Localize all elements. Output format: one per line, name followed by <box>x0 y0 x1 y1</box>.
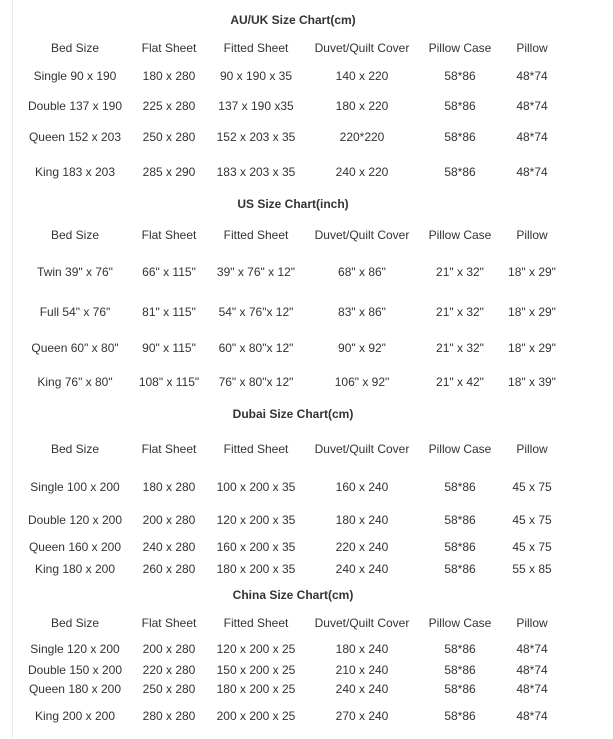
cell-pillow-case: 58*86 <box>444 165 476 179</box>
cell-bed-size: Queen 60" x 80" <box>31 341 119 355</box>
cell-pillow-case: 58*86 <box>444 513 476 527</box>
cell-duvet-cover: 83" x 86" <box>338 305 386 319</box>
cell-pillow-case: 58*86 <box>444 562 476 576</box>
section-title: AU/UK Size Chart(cm) <box>230 13 356 27</box>
cell-pillow-case: 21" x 32" <box>436 341 484 355</box>
cell-fitted-sheet: 160 x 200 x 35 <box>216 540 296 554</box>
section-title: Dubai Size Chart(cm) <box>232 407 354 421</box>
cell-pillow: 45 x 75 <box>512 513 552 527</box>
cell-pillow-case: 58*86 <box>444 642 476 656</box>
cell-fitted-sheet: 54" x 76"x 12" <box>218 305 294 319</box>
cell-flat-sheet: 108" x 115" <box>138 375 200 389</box>
cell-duvet-cover: 240 x 220 <box>335 165 389 179</box>
cell-bed-size: King 76" x 80" <box>37 375 113 389</box>
cell-pillow: 48*74 <box>516 709 548 723</box>
cell-fitted-sheet: 120 x 200 x 25 <box>216 642 296 656</box>
cell-duvet-cover: 180 x 240 <box>335 513 389 527</box>
section-title: China Size Chart(cm) <box>232 588 354 602</box>
cell-flat-sheet: 66" x 115" <box>142 265 196 279</box>
cell-pillow: 48*74 <box>516 663 548 677</box>
cell-flat-sheet: 81" x 115" <box>142 305 196 319</box>
cell-duvet-cover: 220 x 240 <box>335 540 389 554</box>
header-duvet-cover: Duvet/Quilt Cover <box>314 616 410 630</box>
cell-fitted-sheet: 200 x 200 x 25 <box>216 709 296 723</box>
header-fitted-sheet: Fitted Sheet <box>223 442 289 456</box>
cell-fitted-sheet: 183 x 203 x 35 <box>216 165 296 179</box>
cell-pillow: 48*74 <box>516 130 548 144</box>
header-bed-size: Bed Size <box>50 228 100 242</box>
cell-pillow-case: 21" x 42" <box>436 375 484 389</box>
cell-pillow-case: 58*86 <box>444 709 476 723</box>
cell-bed-size: Queen 160 x 200 <box>28 540 122 554</box>
cell-fitted-sheet: 180 x 200 x 25 <box>216 682 296 696</box>
cell-fitted-sheet: 137 x 190 x35 <box>218 99 294 113</box>
header-pillow-case: Pillow Case <box>428 228 492 242</box>
cell-fitted-sheet: 100 x 200 x 35 <box>216 480 296 494</box>
cell-bed-size: Twin 39" x 76" <box>37 265 113 279</box>
cell-fitted-sheet: 60" x 80"x 12" <box>218 341 294 355</box>
cell-duvet-cover: 140 x 220 <box>335 69 389 83</box>
cell-fitted-sheet: 150 x 200 x 25 <box>216 663 296 677</box>
cell-flat-sheet: 225 x 280 <box>142 99 196 113</box>
header-pillow-case: Pillow Case <box>428 41 492 55</box>
cell-bed-size: Queen 180 x 200 <box>28 682 122 696</box>
header-flat-sheet: Flat Sheet <box>141 616 197 630</box>
cell-flat-sheet: 250 x 280 <box>142 682 196 696</box>
cell-duvet-cover: 210 x 240 <box>335 663 389 677</box>
cell-pillow-case: 58*86 <box>444 69 476 83</box>
header-pillow-case: Pillow Case <box>428 616 492 630</box>
cell-fitted-sheet: 180 x 200 x 35 <box>216 562 296 576</box>
cell-pillow: 48*74 <box>516 642 548 656</box>
cell-bed-size: Queen 152 x 203 <box>28 130 122 144</box>
cell-pillow-case: 21" x 32" <box>436 305 484 319</box>
cell-pillow: 45 x 75 <box>512 480 552 494</box>
cell-bed-size: Double 137 x 190 <box>27 99 123 113</box>
cell-duvet-cover: 220*220 <box>339 130 385 144</box>
cell-flat-sheet: 285 x 290 <box>142 165 196 179</box>
cell-flat-sheet: 200 x 280 <box>142 642 196 656</box>
cell-flat-sheet: 220 x 280 <box>142 663 196 677</box>
cell-duvet-cover: 90" x 92" <box>338 341 386 355</box>
cell-flat-sheet: 200 x 280 <box>142 513 196 527</box>
cell-flat-sheet: 250 x 280 <box>142 130 196 144</box>
cell-fitted-sheet: 76" x 80"x 12" <box>218 375 294 389</box>
cell-pillow-case: 58*86 <box>444 480 476 494</box>
header-duvet-cover: Duvet/Quilt Cover <box>314 442 410 456</box>
cell-flat-sheet: 260 x 280 <box>142 562 196 576</box>
cell-pillow: 48*74 <box>516 682 548 696</box>
header-pillow: Pillow <box>516 228 548 242</box>
cell-duvet-cover: 240 x 240 <box>335 562 389 576</box>
cell-pillow: 18" x 29" <box>508 341 556 355</box>
header-duvet-cover: Duvet/Quilt Cover <box>314 41 410 55</box>
cell-duvet-cover: 160 x 240 <box>335 480 389 494</box>
cell-pillow: 55 x 85 <box>512 562 552 576</box>
cell-bed-size: Single 90 x 190 <box>33 69 117 83</box>
header-duvet-cover: Duvet/Quilt Cover <box>314 228 410 242</box>
cell-duvet-cover: 270 x 240 <box>335 709 389 723</box>
cell-duvet-cover: 240 x 240 <box>335 682 389 696</box>
header-flat-sheet: Flat Sheet <box>141 41 197 55</box>
header-pillow: Pillow <box>516 616 548 630</box>
cell-bed-size: King 200 x 200 <box>34 709 116 723</box>
cell-bed-size: Single 120 x 200 <box>30 642 120 656</box>
cell-duvet-cover: 180 x 240 <box>335 642 389 656</box>
header-bed-size: Bed Size <box>50 442 100 456</box>
cell-duvet-cover: 68" x 86" <box>338 265 386 279</box>
cell-pillow: 18" x 29" <box>508 265 556 279</box>
cell-bed-size: Full 54" x 76" <box>39 305 111 319</box>
cell-fitted-sheet: 120 x 200 x 35 <box>216 513 296 527</box>
cell-bed-size: Double 150 x 200 <box>27 663 123 677</box>
cell-pillow-case: 58*86 <box>444 682 476 696</box>
cell-pillow: 45 x 75 <box>512 540 552 554</box>
header-fitted-sheet: Fitted Sheet <box>223 228 289 242</box>
header-flat-sheet: Flat Sheet <box>141 442 197 456</box>
section-title: US Size Chart(inch) <box>237 197 349 211</box>
cell-fitted-sheet: 152 x 203 x 35 <box>216 130 296 144</box>
left-divider <box>12 0 13 739</box>
cell-pillow-case: 58*86 <box>444 99 476 113</box>
header-pillow: Pillow <box>516 442 548 456</box>
cell-bed-size: King 180 x 200 <box>34 562 116 576</box>
cell-duvet-cover: 106" x 92" <box>334 375 390 389</box>
cell-flat-sheet: 240 x 280 <box>142 540 196 554</box>
header-pillow-case: Pillow Case <box>428 442 492 456</box>
cell-duvet-cover: 180 x 220 <box>335 99 389 113</box>
header-fitted-sheet: Fitted Sheet <box>223 616 289 630</box>
cell-flat-sheet: 90" x 115" <box>142 341 196 355</box>
cell-pillow-case: 58*86 <box>444 130 476 144</box>
header-pillow: Pillow <box>516 41 548 55</box>
cell-flat-sheet: 180 x 280 <box>142 69 196 83</box>
cell-bed-size: Single 100 x 200 <box>30 480 120 494</box>
cell-pillow: 48*74 <box>516 165 548 179</box>
cell-fitted-sheet: 90 x 190 x 35 <box>219 69 293 83</box>
cell-flat-sheet: 180 x 280 <box>142 480 196 494</box>
cell-bed-size: Double 120 x 200 <box>27 513 123 527</box>
cell-pillow: 18" x 39" <box>508 375 556 389</box>
cell-pillow: 48*74 <box>516 99 548 113</box>
cell-pillow-case: 58*86 <box>444 663 476 677</box>
cell-bed-size: King 183 x 203 <box>34 165 116 179</box>
cell-flat-sheet: 280 x 280 <box>142 709 196 723</box>
header-bed-size: Bed Size <box>50 616 100 630</box>
cell-pillow: 18" x 29" <box>508 305 556 319</box>
header-flat-sheet: Flat Sheet <box>141 228 197 242</box>
header-fitted-sheet: Fitted Sheet <box>223 41 289 55</box>
cell-fitted-sheet: 39" x 76" x 12" <box>216 265 296 279</box>
cell-pillow: 48*74 <box>516 69 548 83</box>
cell-pillow-case: 21" x 32" <box>436 265 484 279</box>
header-bed-size: Bed Size <box>50 41 100 55</box>
cell-pillow-case: 58*86 <box>444 540 476 554</box>
